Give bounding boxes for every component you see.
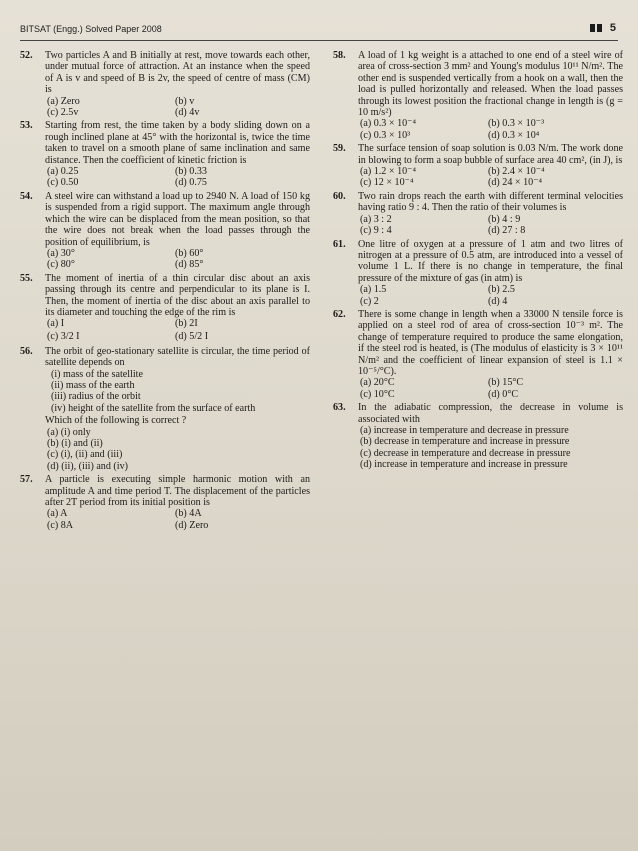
option-a: (a) 1.5 <box>360 284 387 296</box>
option-c: (c) 2.5v <box>47 107 79 119</box>
question-number: 55. <box>20 272 33 284</box>
question-prompt: Which of the following is correct ? <box>45 415 187 427</box>
options <box>358 166 623 189</box>
option-c: (c) 0.50 <box>47 177 79 189</box>
options <box>358 425 623 471</box>
right-column <box>333 50 623 473</box>
option-c: (c) 9 : 4 <box>360 225 392 237</box>
option-a: (a) 30° <box>47 247 75 259</box>
question-63 <box>333 402 623 470</box>
question-number: 60. <box>333 190 346 202</box>
question-number: 54. <box>20 190 33 202</box>
question-text: There is some change in length when a 33000 N tensile force is applied on a steel rod of area of cross-section 10⁻³ m². The change of temperature required to produce the same elongation, if the steel rod is heated, is (The modulus of elasticity is 3 × 10¹¹ N/m² and the coefficient of linear expansion of steel is 1.1 × 10⁻⁵/°C). <box>358 308 623 377</box>
options <box>358 284 623 307</box>
question-56 <box>20 346 310 472</box>
option-d: (d) 24 × 10⁻⁴ <box>488 177 543 189</box>
question-59 <box>333 143 623 189</box>
header-rule <box>20 40 618 41</box>
options <box>358 214 623 237</box>
question-number: 56. <box>20 345 33 357</box>
option-b: (b) 4 : 9 <box>488 213 521 225</box>
question-number: 52. <box>20 50 33 61</box>
question-text: A particle is executing simple harmonic motion with an amplitude A and time period T. The displacement of the particles after 2T period from its initial position is <box>45 474 310 509</box>
option-b: (b) 2I <box>175 318 198 330</box>
option-b: (b) 0.3 × 10⁻³ <box>488 118 545 130</box>
option-c: (c) 10°C <box>360 388 395 400</box>
options <box>45 96 310 119</box>
options <box>45 248 310 271</box>
option-d: (d) 27 : 8 <box>488 225 526 237</box>
question-text: Two particles A and B initially at rest, move towards each other, under mutual force of attraction. At an instance when the speed of A is v and speed of B is 2v, the speed of centre of mass (CM) is <box>45 50 310 96</box>
option-a: (a) 0.3 × 10⁻⁴ <box>360 118 417 130</box>
question-57 <box>20 474 310 531</box>
option-c: (c) 0.3 × 10³ <box>360 129 411 141</box>
question-text: A steel wire can withstand a load up to 2940 N. A load of 150 kg is suspended from a rigid support. The maximum angle through which the wire can be displaced from the mean position, so that the wire does not break when the load passes through the position of equilibrium, is <box>45 190 310 248</box>
question-60 <box>333 191 623 237</box>
option-d: (d) increase in temperature and increase in pressure <box>360 459 568 471</box>
question-text: The orbit of geo-stationary satellite is circular, the time period of satellite depends on <box>45 345 310 369</box>
option-b: (b) 60° <box>175 247 204 259</box>
question-text: One litre of oxygen at a pressure of 1 atm and two litres of nitrogen at a pressure of 0.5 atm, are introduced into a vessel of volume 1 L. If there is no change in temperature, the final pressure of the mixture of gas (in atm) is <box>358 238 623 284</box>
option-a: (a) A <box>47 508 68 520</box>
options <box>358 377 623 400</box>
question-text: A load of 1 kg weight is a attached to one end of a steel wire of area of cross-section 3 mm² and Young's modulus 10¹¹ N/m². The other end is suspended vertically from a hook on a wall, then the load is pulled horizontally and released. When the load passes through its lowest position the fractional change in length is (g = 10 m/s²) <box>358 50 623 119</box>
option-a: (a) Zero <box>47 95 80 107</box>
question-text: Starting from rest, the time taken by a body sliding down on a rough inclined plane at 45° with the horizontal is, twice the time taken to travel on a smooth plane of same inclination and same distance. Then the coefficient of kinetic friction is <box>45 120 310 166</box>
question-text: Two rain drops reach the earth with different terminal velocities having ratio 9 : 4. Then the ratio of their volumes is <box>358 190 623 214</box>
question-54 <box>20 191 310 271</box>
question-62 <box>333 309 623 400</box>
option-a: (a) 3 : 2 <box>360 213 392 225</box>
option-d: (d) 85° <box>175 259 204 271</box>
option-c: (c) 3/2 I <box>47 330 80 342</box>
header-marker-icon <box>590 24 602 32</box>
question-number: 62. <box>333 308 346 320</box>
statement-iii: (iii) radius of the orbit <box>51 391 141 403</box>
question-53 <box>20 120 310 188</box>
option-b: (b) decrease in temperature and increase in pressure <box>360 436 570 448</box>
option-d: (d) 0.3 × 10⁴ <box>488 129 540 141</box>
page-header <box>20 22 620 40</box>
option-a: (a) (i) only <box>47 426 91 438</box>
paper-title: BITSAT (Engg.) Solved Paper 2008 <box>20 24 162 34</box>
option-b: (b) 2.4 × 10⁻⁴ <box>488 166 545 178</box>
option-d: (d) 4v <box>175 107 200 119</box>
option-d: (d) (ii), (iii) and (iv) <box>47 460 129 472</box>
options <box>45 427 310 473</box>
page-number: 5 <box>609 22 616 34</box>
options <box>358 118 623 141</box>
question-number: 53. <box>20 120 33 132</box>
option-d: (d) 0°C <box>488 388 519 400</box>
option-b: (b) 4A <box>175 508 202 520</box>
option-d: (d) 4 <box>488 295 508 307</box>
option-a: (a) I <box>47 318 65 330</box>
question-52 <box>20 50 310 118</box>
option-b: (b) 0.33 <box>175 166 207 178</box>
statement-ii: (ii) mass of the earth <box>51 379 135 391</box>
question-number: 63. <box>333 402 346 414</box>
option-a: (a) 20°C <box>360 377 395 389</box>
option-b: (b) v <box>175 95 195 107</box>
option-c: (c) decrease in temperature and decrease in pressure <box>360 447 571 459</box>
options <box>45 508 310 531</box>
option-d: (d) 5/2 I <box>175 330 209 342</box>
statement-iv: (iv) height of the satellite from the surface of earth <box>51 402 256 414</box>
statement-i: (i) mass of the satellite <box>51 368 143 380</box>
options <box>45 318 310 343</box>
question-text: In the adiabatic compression, the decrease in volume is associated with <box>358 402 623 425</box>
option-b: (b) (i) and (ii) <box>47 438 103 449</box>
option-b: (b) 2.5 <box>488 284 515 296</box>
option-d: (d) Zero <box>175 519 209 531</box>
option-b: (b) 15°C <box>488 377 524 389</box>
option-d: (d) 0.75 <box>175 177 207 189</box>
option-a: (a) increase in temperature and decrease in pressure <box>360 425 569 436</box>
option-a: (a) 0.25 <box>47 166 79 178</box>
left-column <box>20 50 310 533</box>
question-55 <box>20 273 310 344</box>
question-number: 61. <box>333 238 346 250</box>
option-c: (c) 8A <box>47 519 74 531</box>
question-number: 59. <box>333 143 346 155</box>
options <box>45 166 310 189</box>
option-c: (c) 2 <box>360 295 379 307</box>
question-text: The moment of inertia of a thin circular disc about an axis passing through its centre and perpendicular to its plane is I. Then, the moment of inertia of the disc about an axis parallel to its diameter and touching the edge of the rim is <box>45 272 310 318</box>
statement-list <box>45 369 310 415</box>
question-number: 57. <box>20 474 33 486</box>
question-text: The surface tension of soap solution is 0.03 N/m. The work done in blowing to form a soap bubble of surface area 40 cm², (in J), is <box>358 143 623 166</box>
option-c: (c) (i), (ii) and (iii) <box>47 449 123 461</box>
option-c: (c) 80° <box>47 259 75 271</box>
option-a: (a) 1.2 × 10⁻⁴ <box>360 166 417 178</box>
question-61 <box>333 239 623 307</box>
option-c: (c) 12 × 10⁻⁴ <box>360 177 414 189</box>
question-58 <box>333 50 623 141</box>
question-number: 58. <box>333 50 346 61</box>
